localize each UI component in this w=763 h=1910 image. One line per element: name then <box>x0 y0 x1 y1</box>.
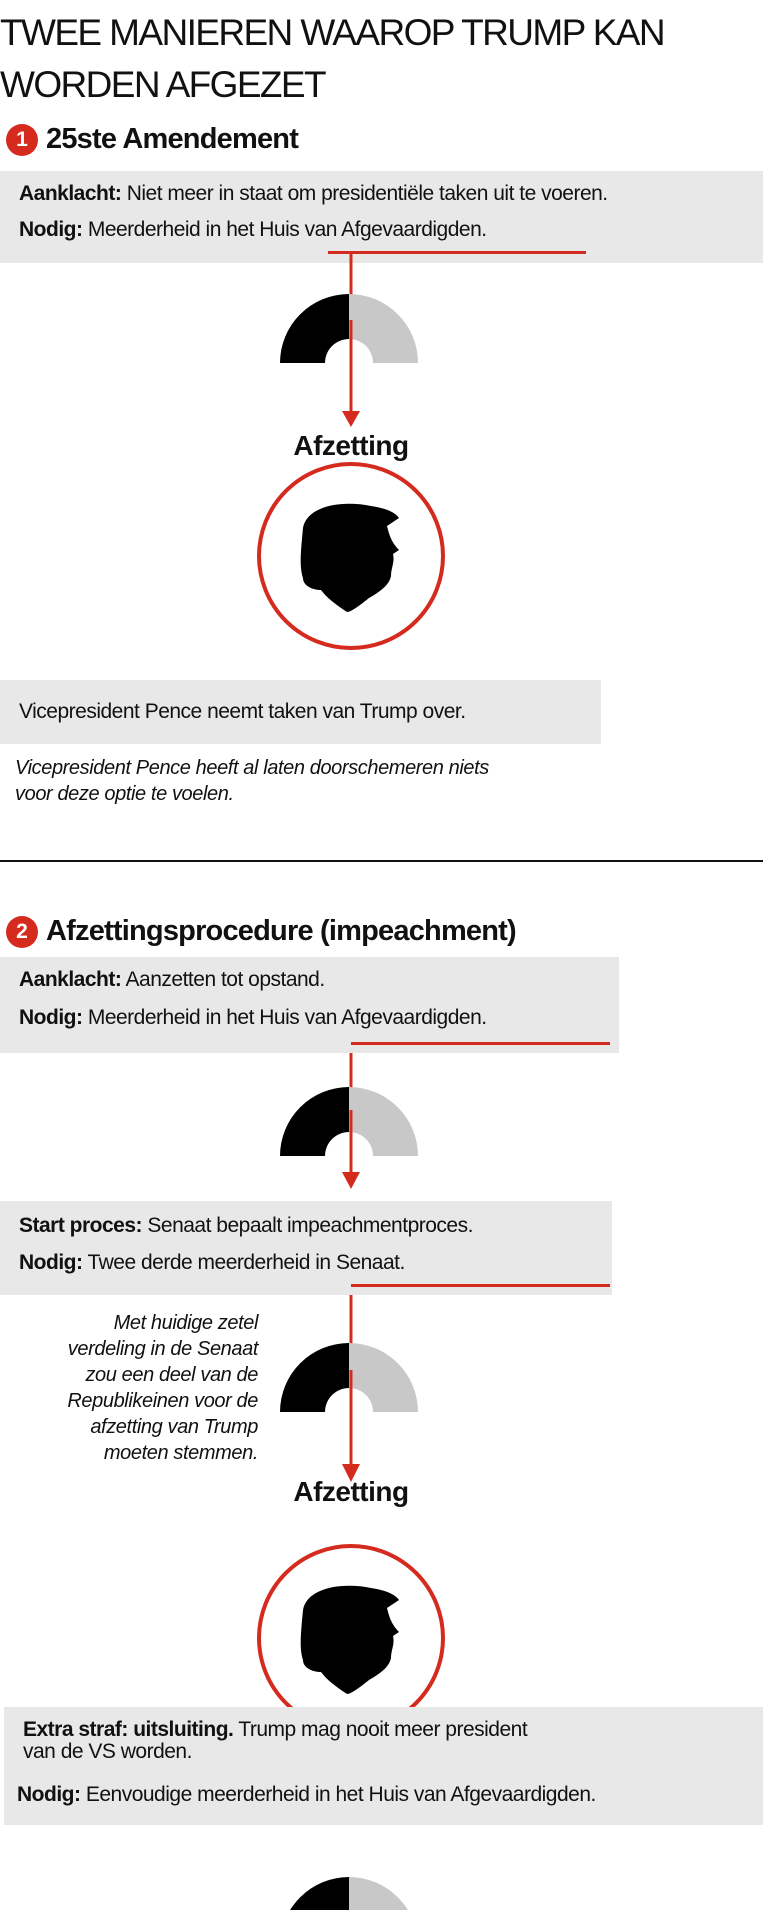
majority-arch-icon <box>280 1877 418 1910</box>
note-line-1: Vicepresident Pence heeft al laten doorschemeren niets <box>15 757 489 779</box>
needed-text: Eenvoudige meerderheid in het Huis van Afgevaardigden. <box>85 1783 596 1806</box>
outcome-box <box>0 680 601 744</box>
note-line-2: voor deze optie te voelen. <box>15 783 234 805</box>
charge-box <box>0 957 619 1053</box>
section-heading: Afzettingsprocedure (impeachment) <box>46 915 516 947</box>
extra-text: Trump mag nooit meer president <box>238 1718 528 1741</box>
charge-label: Aanklacht: <box>19 182 122 205</box>
arrow-down-icon <box>342 411 360 427</box>
charge-text: Niet meer in staat om presidentiële taken uit te voeren. <box>126 182 608 205</box>
title-line-2: WORDEN AFGEZET <box>0 64 325 105</box>
needed-text: Meerderheid in het Huis van Afgevaardigden. <box>87 1006 487 1029</box>
start-line <box>19 1213 473 1238</box>
red-underline <box>351 1284 610 1287</box>
arrow-down-icon <box>342 1172 360 1189</box>
start-label: Start proces: <box>19 1214 143 1237</box>
note-line: verdeling in de Senaat <box>67 1338 258 1360</box>
extra-text-2: van de VS worden. <box>23 1740 192 1764</box>
charge-line <box>19 967 325 992</box>
needed-text: Twee derde meerderheid in Senaat. <box>87 1251 405 1274</box>
needed-label: Nodig: <box>19 1251 83 1274</box>
outcome-text: Vicepresident Pence neemt taken van Trump over. <box>19 700 466 723</box>
section-number-badge: 2 <box>6 916 38 948</box>
needed-line <box>19 1250 405 1275</box>
needed-label: Nodig: <box>19 1006 83 1029</box>
needed-line <box>19 1005 487 1030</box>
note-line: zou een deel van de <box>85 1364 258 1386</box>
majority-arch-icon <box>280 1087 418 1156</box>
majority-arch-icon <box>280 1343 418 1412</box>
extra-penalty-box <box>4 1707 763 1825</box>
extra-line <box>23 1719 527 1763</box>
red-underline <box>351 1042 610 1045</box>
needed-line <box>17 1782 596 1807</box>
section-divider <box>0 860 763 862</box>
needed-label: Nodig: <box>19 218 83 241</box>
section-number-badge: 1 <box>6 124 38 156</box>
charge-label: Aanklacht: <box>19 968 122 991</box>
note-line: afzetting van Trump <box>90 1416 258 1438</box>
senate-box <box>0 1201 612 1295</box>
result-label: Afzetting <box>293 430 409 461</box>
start-text: Senaat bepaalt impeachmentproces. <box>147 1214 473 1237</box>
extra-label: Extra straf: uitsluiting. <box>23 1718 234 1741</box>
note-line: Republikeinen voor de <box>67 1390 258 1412</box>
charge-text: Aanzetten tot opstand. <box>125 968 325 991</box>
section-2-header <box>6 915 516 948</box>
title-line-1: TWEE MANIEREN WAAROP TRUMP KAN <box>0 12 664 53</box>
senate-note <box>0 1310 258 1466</box>
note-line: Met huidige zetel <box>113 1312 258 1334</box>
majority-arch-icon <box>280 294 418 363</box>
note-line: moeten stemmen. <box>103 1442 258 1464</box>
needed-text: Meerderheid in het Huis van Afgevaardigden. <box>87 218 487 241</box>
result-label: Afzetting <box>293 1476 409 1507</box>
section-heading: 25ste Amendement <box>46 123 299 155</box>
needed-label: Nodig: <box>17 1783 81 1806</box>
